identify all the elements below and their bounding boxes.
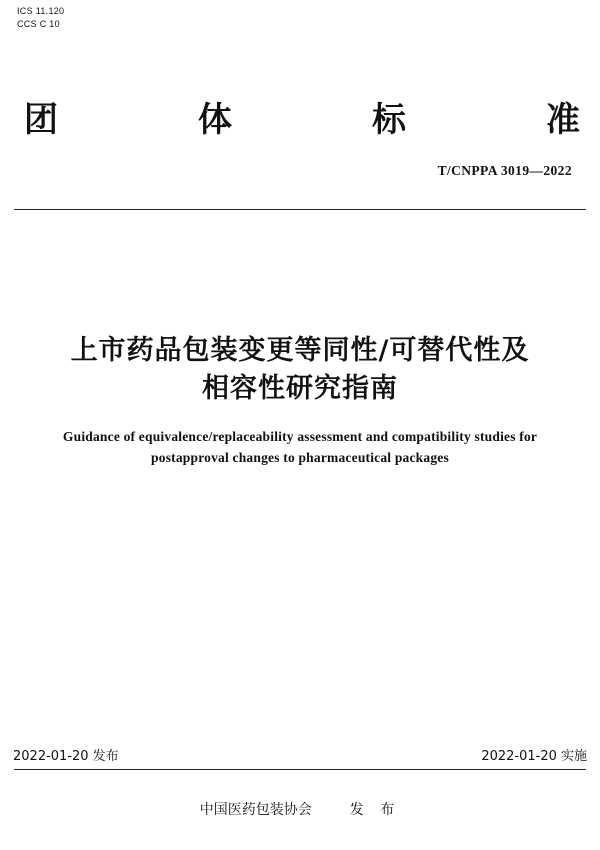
english-title-line-1: Guidance of equivalence/replaceability assessment and compatibility studies for bbox=[62, 429, 538, 444]
standard-type-heading bbox=[24, 100, 580, 140]
top-divider bbox=[14, 209, 586, 210]
chinese-title-line-2: 相容性研究指南 bbox=[202, 373, 398, 404]
implementation-date: 2022-01-20 实施 bbox=[481, 749, 587, 764]
chinese-title-line-1: 上市药品包装变更等同性/可替代性及 bbox=[70, 335, 530, 366]
issuer-action: 发 布 bbox=[349, 802, 401, 818]
standard-type-char-2: 体 bbox=[198, 100, 232, 140]
ics-code: ICS 11.120 bbox=[17, 6, 65, 16]
classification-codes bbox=[17, 5, 64, 31]
issuer-line bbox=[0, 799, 600, 819]
standard-type-char-1: 团 bbox=[24, 100, 58, 140]
chinese-title bbox=[0, 332, 600, 408]
standard-type-char-3: 标 bbox=[372, 100, 406, 140]
bottom-divider bbox=[14, 769, 586, 770]
standard-type-char-4: 准 bbox=[546, 100, 580, 140]
issuer-name: 中国医药包装协会 bbox=[199, 802, 312, 818]
ccs-code: CCS C 10 bbox=[17, 19, 60, 29]
english-title-line-2: postapproval changes to pharmaceutical packages bbox=[151, 450, 449, 465]
issue-date: 2022-01-20 发布 bbox=[13, 749, 119, 764]
english-title bbox=[0, 426, 600, 468]
standard-code: T/CNPPA 3019—2022 bbox=[437, 163, 572, 178]
